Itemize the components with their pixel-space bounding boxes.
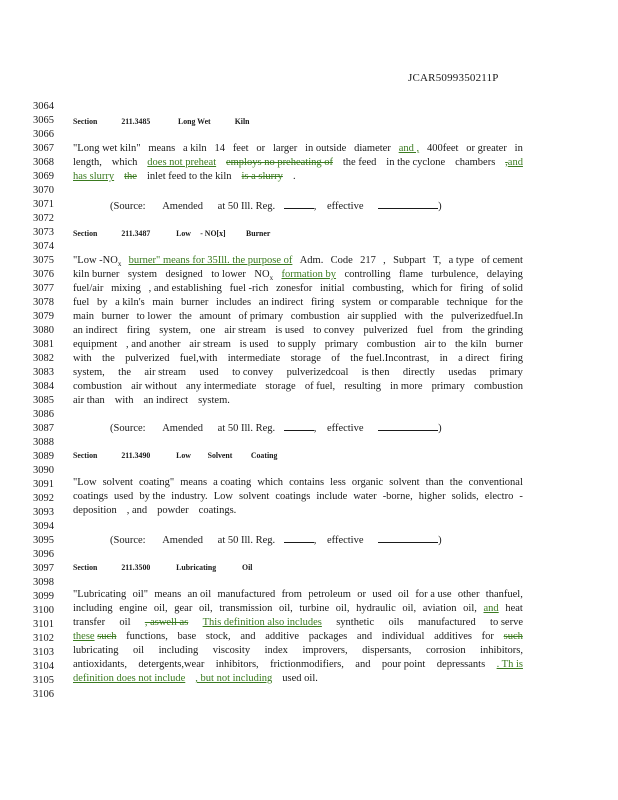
text-segment: is used xyxy=(239,339,269,350)
text-segment: dispersants, xyxy=(362,645,412,656)
text-segment: organic xyxy=(351,477,384,488)
text-segment: combustion xyxy=(290,311,340,322)
text-segment: solvent xyxy=(102,477,133,488)
inserted-text: does not preheat xyxy=(147,157,217,168)
text-segment: solvent xyxy=(238,491,270,502)
text-segment: powder xyxy=(157,505,189,516)
source-note-3490: (Source: Amended at 50 Ill. Reg. , effective ) xyxy=(110,532,442,546)
text-segment: air stream xyxy=(189,339,231,350)
text-segment: manufactured xyxy=(217,589,276,600)
line-number: 3095 xyxy=(33,535,54,546)
text-segment: burner xyxy=(495,339,523,350)
line-number: 3082 xyxy=(33,353,54,364)
text-segment: in xyxy=(439,353,448,364)
section-heading-3487: Section 211.3487 Low - NO[x] Burner xyxy=(73,228,271,238)
line-number: 3105 xyxy=(33,675,54,686)
line-number: 3087 xyxy=(33,423,54,434)
text-segment: electro xyxy=(484,491,514,502)
section-label: Section xyxy=(73,116,98,126)
text-segment: means xyxy=(154,589,182,600)
text-segment: include xyxy=(316,491,348,502)
line-number: 3102 xyxy=(33,633,54,644)
text-segment: is then xyxy=(361,367,390,378)
text-segment: an indirect xyxy=(258,297,304,308)
text-segment: index xyxy=(264,645,288,656)
text-segment: from xyxy=(442,325,463,336)
line-number: 3098 xyxy=(33,577,54,588)
text-segment: oil xyxy=(133,645,145,656)
text-segment: by xyxy=(96,297,108,308)
line-number: 3068 xyxy=(33,157,54,168)
blank-effective-date xyxy=(378,420,438,431)
text-segment: to convey xyxy=(313,325,355,336)
blank-effective-date xyxy=(378,198,438,209)
burner-line-8 xyxy=(73,352,523,366)
text-segment: primary xyxy=(324,339,358,350)
text-segment: Low xyxy=(213,491,233,502)
inserted-text: , but not including xyxy=(195,673,273,684)
text-segment: equipment xyxy=(73,339,118,350)
inserted-text: and xyxy=(507,157,523,168)
text-segment: fuel,with xyxy=(179,353,218,364)
text-segment: firing xyxy=(499,353,523,364)
blank-register-page xyxy=(284,532,314,543)
inserted-text: This definition also includes xyxy=(202,617,322,628)
text-segment: storage xyxy=(265,381,296,392)
section-heading-3500: Section 211.3500 Lubricating Oil xyxy=(73,562,253,572)
text-segment: the xyxy=(430,311,444,322)
line-number: 3090 xyxy=(33,465,54,476)
line-number: 3081 xyxy=(33,339,54,350)
text-segment: storage xyxy=(290,353,321,364)
line-number: 3078 xyxy=(33,297,54,308)
text-segment: pulverized xyxy=(363,325,408,336)
line-number: 3074 xyxy=(33,241,54,252)
text-segment: pulverizedcoal xyxy=(286,367,349,378)
kiln-line-1: "Long wet kiln" means a kiln 14 feet or larger in outside diameter and , 400feet or greater in xyxy=(73,143,523,154)
deleted-text: employs no preheating of xyxy=(225,157,333,168)
text-segment: improvers, xyxy=(302,645,348,656)
line-number: 3070 xyxy=(33,185,54,196)
text-segment: system. xyxy=(198,395,230,406)
line-number: 3092 xyxy=(33,493,54,504)
text-segment: system xyxy=(341,297,372,308)
text-segment: an indirect xyxy=(73,325,118,336)
burner-line-9 xyxy=(73,366,523,380)
line-number: 3076 xyxy=(33,269,54,280)
burner-line-2: kiln burner system designed to lower $NO_x$ formation by controlling flame turbulence, delaying xyxy=(73,269,523,283)
inserted-text: and , xyxy=(398,143,420,154)
text-segment: combusting, xyxy=(352,283,404,294)
line-number: 3084 xyxy=(33,381,54,392)
kiln-line-3: has slurry the inlet feed to the kiln is a slurry . xyxy=(73,171,296,182)
text-segment: technique xyxy=(446,297,488,308)
text-segment: for the xyxy=(495,297,523,308)
text-segment: air supplied xyxy=(347,311,397,322)
text-segment: industry. xyxy=(171,491,208,502)
inserted-text: has slurry xyxy=(73,171,115,182)
blank-register-page xyxy=(284,420,314,431)
line-number: 3083 xyxy=(33,367,54,378)
burner-line-3 xyxy=(73,282,523,296)
text-segment: fuel -rich xyxy=(229,283,269,294)
text-segment: pulverizedfuel.In xyxy=(450,311,523,322)
text-segment: of fuel, xyxy=(304,381,336,392)
lubricating-line-3: transfer oil , aswell as This definition also includes synthetic oils manufactured to serve xyxy=(73,617,523,628)
text-segment: system, xyxy=(159,325,191,336)
text-segment: directly xyxy=(402,367,435,378)
line-number: 3086 xyxy=(33,409,54,420)
text-segment: to lower xyxy=(136,311,172,322)
text-segment: combustion xyxy=(473,381,523,392)
line-number: 3065 xyxy=(33,115,54,126)
text-segment: inhibitors, xyxy=(480,645,523,656)
text-segment: the xyxy=(178,311,192,322)
text-segment: combustion xyxy=(366,339,416,350)
text-segment: "Lubricating xyxy=(73,589,127,600)
text-segment: the grinding xyxy=(471,325,523,336)
text-segment: an oil xyxy=(187,589,212,600)
text-segment: viscosity xyxy=(212,645,251,656)
line-number: 3072 xyxy=(33,213,54,224)
text-segment: or xyxy=(357,589,366,600)
text-segment: includes xyxy=(216,297,252,308)
line-number: 3079 xyxy=(33,311,54,322)
text-segment: air stream xyxy=(144,367,187,378)
section-number: 211.3485 xyxy=(121,116,151,126)
text-segment: a kiln's xyxy=(115,297,145,308)
lubricating-line-4: these such functions, base stock, and additive packages and individual additives for such xyxy=(73,631,523,642)
text-segment: , and establishing xyxy=(148,283,222,294)
text-segment: -borne, xyxy=(382,491,413,502)
lubricating-line-6: antioxidants, detergents,wear inhibitors, frictionmodifiers, and pour point depressants . Th is xyxy=(73,659,523,670)
text-segment: for a use xyxy=(415,589,452,600)
kiln-line-2: length, which does not preheat employs no preheating of the feed in the cyclone chambers ,and xyxy=(73,157,523,168)
text-segment: air without xyxy=(131,381,177,392)
text-segment: coatings xyxy=(275,491,311,502)
text-segment: zonesfor xyxy=(276,283,313,294)
text-segment: - xyxy=(519,491,523,502)
text-segment: "Low xyxy=(73,477,97,488)
text-segment: , and another xyxy=(126,339,181,350)
text-segment: deposition xyxy=(73,505,117,516)
text-segment: mixing xyxy=(111,283,141,294)
text-segment: lubricating xyxy=(73,645,119,656)
text-segment: primary xyxy=(489,367,523,378)
text-segment: firing xyxy=(460,283,484,294)
text-segment: an indirect xyxy=(143,395,189,406)
text-segment: of primary xyxy=(238,311,284,322)
text-segment: coatings. xyxy=(198,505,237,516)
burner-line-6 xyxy=(73,324,523,338)
lubricating-line-2: including engine oil, gear oil, transmission oil, turbine oil, hydraulic oil, aviation oil, and heat xyxy=(73,603,523,614)
line-number: 3097 xyxy=(33,563,54,574)
line-number: 3073 xyxy=(33,227,54,238)
deleted-text: , xyxy=(505,157,508,168)
text-segment: from xyxy=(281,589,302,600)
line-number: 3067 xyxy=(33,143,54,154)
line-number: 3101 xyxy=(33,619,54,630)
section-title: Kiln xyxy=(234,116,250,126)
text-segment: one xyxy=(200,325,216,336)
text-segment: , and xyxy=(126,505,148,516)
line-number: 3089 xyxy=(33,451,54,462)
text-segment: which xyxy=(257,477,284,488)
text-segment: fuel/air xyxy=(73,283,104,294)
text-segment: firing xyxy=(126,325,151,336)
text-segment: to convey xyxy=(232,367,274,378)
text-segment: including xyxy=(158,645,199,656)
text-segment: which for xyxy=(411,283,453,294)
burner-line-4 xyxy=(73,296,523,310)
text-segment: is used xyxy=(275,325,305,336)
section-heading-3490: Section 211.3490 Low Solvent Coating xyxy=(73,450,278,460)
text-segment: amount xyxy=(199,311,231,322)
text-segment: other xyxy=(457,589,480,600)
line-number: 3077 xyxy=(33,283,54,294)
text-segment: a coating xyxy=(213,477,252,488)
line-number: 3066 xyxy=(33,129,54,140)
deleted-text: such xyxy=(503,631,523,642)
inserted-text: burner" means for 35Ill. the purpose of xyxy=(128,255,293,266)
text-segment: intermediate xyxy=(227,353,281,364)
text-segment: with xyxy=(73,353,92,364)
text-segment: air to xyxy=(424,339,447,350)
text-segment: usedas xyxy=(448,367,477,378)
lubricating-line-5 xyxy=(73,644,523,658)
line-number: 3100 xyxy=(33,605,54,616)
text-segment: of xyxy=(331,353,340,364)
deleted-text: the xyxy=(124,171,137,182)
text-segment: corrosion xyxy=(425,645,466,656)
line-number: 3104 xyxy=(33,661,54,672)
text-segment: with xyxy=(114,395,134,406)
burner-line-1: "Low $-NO_x$ burner" means for 35Ill. the purpose of Adm. Code 217 , Subpart T, a type of cement xyxy=(73,255,523,269)
line-number: 3093 xyxy=(33,507,54,518)
text-segment: main xyxy=(152,297,174,308)
text-segment: of solid xyxy=(491,283,523,294)
text-segment: primary xyxy=(431,381,465,392)
coating-line-1 xyxy=(73,476,523,490)
text-segment: the kiln xyxy=(454,339,487,350)
text-segment: less xyxy=(330,477,346,488)
coating-line-2 xyxy=(73,490,523,504)
text-segment: oil xyxy=(397,589,410,600)
text-segment: used xyxy=(372,589,392,600)
document-code: JCAR5099350211P xyxy=(408,72,499,84)
burner-line-5 xyxy=(73,310,523,324)
text-segment: solids, xyxy=(451,491,479,502)
deleted-text: is a slurry xyxy=(241,171,283,182)
blank-register-page xyxy=(284,198,314,209)
text-segment: solvent xyxy=(389,477,420,488)
text-segment: higher xyxy=(418,491,446,502)
line-number: 3088 xyxy=(33,437,54,448)
text-segment: oil" xyxy=(132,589,148,600)
section-title: Long Wet xyxy=(177,116,211,126)
text-segment: air stream xyxy=(224,325,267,336)
text-segment: conventional xyxy=(468,477,523,488)
text-segment: petroleum xyxy=(308,589,351,600)
line-numbers xyxy=(33,100,63,702)
burner-line-7 xyxy=(73,338,523,352)
inserted-text: these xyxy=(73,631,95,642)
line-number: 3094 xyxy=(33,521,54,532)
text-segment: the xyxy=(102,353,115,364)
text-segment: thanfuel, xyxy=(485,589,523,600)
text-segment: than xyxy=(425,477,444,488)
text-segment: to supply xyxy=(277,339,317,350)
text-segment: initial xyxy=(320,283,345,294)
text-segment: any intermediate xyxy=(186,381,257,392)
text-segment: water xyxy=(353,491,377,502)
text-segment: burner xyxy=(181,297,209,308)
text-segment: firing xyxy=(310,297,335,308)
line-number: 3096 xyxy=(33,549,54,560)
text-segment: combustion xyxy=(73,381,122,392)
text-segment: used xyxy=(199,367,219,378)
line-number: 3071 xyxy=(33,199,54,210)
text-segment: coatings xyxy=(73,491,108,502)
text-segment: air than xyxy=(73,395,105,406)
coating-line-3 xyxy=(73,504,523,518)
inserted-text: definition does not include xyxy=(73,673,186,684)
text-segment: the xyxy=(449,477,463,488)
text-segment: in more xyxy=(390,381,423,392)
line-number: 3099 xyxy=(33,591,54,602)
text-segment: a direct xyxy=(458,353,490,364)
text-segment: coating" xyxy=(138,477,175,488)
line-number: 3091 xyxy=(33,479,54,490)
text-segment: system, xyxy=(73,367,105,378)
text-segment: fuel xyxy=(416,325,434,336)
line-number: 3064 xyxy=(33,101,54,112)
lubricating-line-7: definition does not include , but not including used oil. xyxy=(73,673,318,684)
line-number: 3075 xyxy=(33,255,54,266)
blank-effective-date xyxy=(378,532,438,543)
text-segment: or comparable xyxy=(378,297,440,308)
text-segment: contains xyxy=(289,477,325,488)
deleted-text: , aswell as xyxy=(144,617,189,628)
text-segment: the fuel.Incontrast, xyxy=(350,353,430,364)
inserted-text: . Th is xyxy=(496,659,523,670)
deleted-text: such xyxy=(97,631,117,642)
source-note-3487: (Source: Amended at 50 Ill. Reg. , effective ) xyxy=(110,420,442,434)
text-segment: the xyxy=(118,367,131,378)
inserted-text: formation by xyxy=(281,269,337,280)
text-segment: means xyxy=(180,477,208,488)
line-number: 3080 xyxy=(33,325,54,336)
text-segment: pulverized xyxy=(125,353,170,364)
text-segment: burner xyxy=(101,311,130,322)
text-segment: fuel xyxy=(73,297,90,308)
burner-line-10 xyxy=(73,380,523,394)
section-heading-3485 xyxy=(73,116,249,130)
text-segment: with xyxy=(404,311,423,322)
text-segment: main xyxy=(73,311,94,322)
source-note-3485: (Source: Amended at 50 Ill. Reg. , effective ) xyxy=(110,198,442,212)
line-number: 3069 xyxy=(33,171,54,182)
line-number: 3085 xyxy=(33,395,54,406)
lubricating-line-1 xyxy=(73,588,523,602)
text-segment: resulting xyxy=(344,381,382,392)
text-segment: used xyxy=(114,491,134,502)
line-number: 3103 xyxy=(33,647,54,658)
burner-line-11 xyxy=(73,394,523,408)
line-number: 3106 xyxy=(33,689,54,700)
inserted-text: and xyxy=(483,603,499,614)
text-segment: by the xyxy=(139,491,166,502)
